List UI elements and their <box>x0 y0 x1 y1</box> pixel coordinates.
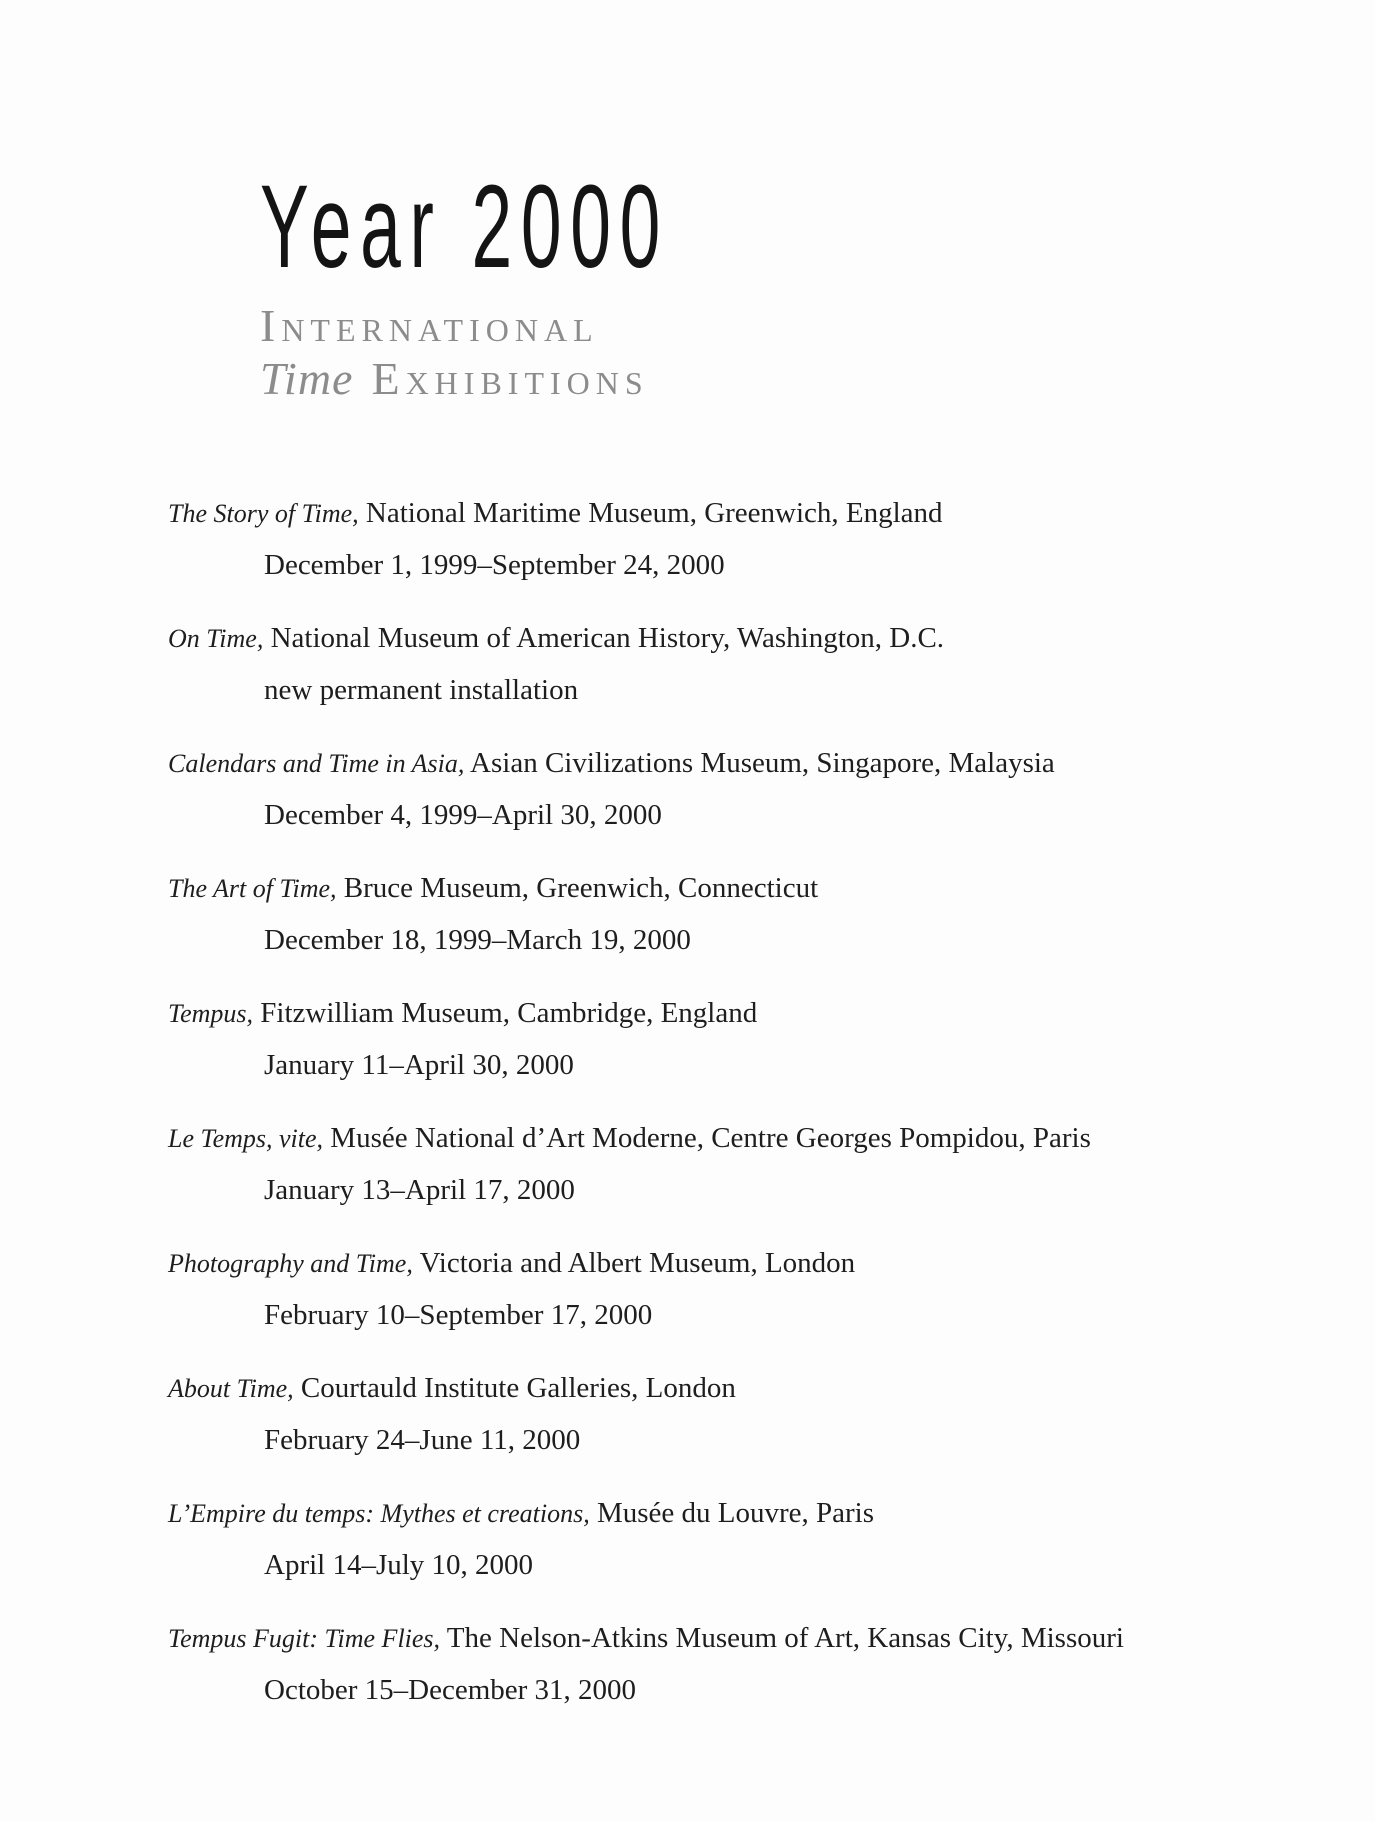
exhibition-venue: Bruce Museum, Greenwich, Connecticut <box>336 872 819 904</box>
list-item <box>168 1493 1318 1618</box>
exhibition-heading <box>168 868 1318 909</box>
exhibition-title: Calendars and Time in Asia, <box>168 749 465 778</box>
exhibition-dates: December 1, 1999–September 24, 2000 <box>264 549 725 581</box>
list-item <box>168 493 1318 618</box>
exhibition-title: About Time, <box>168 1374 294 1403</box>
exhibition-title: The Art of Time, <box>168 874 337 903</box>
exhibition-dates: December 18, 1999–March 19, 2000 <box>264 924 691 956</box>
exhibition-dates: new permanent installation <box>264 674 579 706</box>
list-item <box>168 993 1318 1118</box>
exhibition-title: Tempus, <box>168 999 254 1028</box>
subtitle-time: Time <box>260 352 354 404</box>
exhibition-venue: National Maritime Museum, Greenwich, England <box>358 497 943 529</box>
heading-block <box>260 161 960 406</box>
exhibition-heading <box>168 1243 1318 1284</box>
exhibition-heading <box>168 743 1318 784</box>
subtitle-line-1 <box>260 300 960 353</box>
exhibition-venue: Musée National d’Art Moderne, Centre Georges Pompidou, Paris <box>323 1122 1091 1154</box>
list-item <box>168 743 1318 868</box>
list-item <box>168 1118 1318 1243</box>
exhibition-venue: Courtauld Institute Galleries, London <box>293 1372 736 1404</box>
list-item <box>168 1618 1318 1743</box>
exhibition-venue: Victoria and Albert Museum, London <box>412 1247 856 1279</box>
exhibition-venue: The Nelson-Atkins Museum of Art, Kansas City, Missouri <box>440 1622 1124 1654</box>
exhibition-title: Le Temps, vite, <box>168 1124 324 1153</box>
exhibition-dates: December 4, 1999–April 30, 2000 <box>264 799 662 831</box>
exhibition-venue: Asian Civilizations Museum, Singapore, Malaysia <box>464 747 1055 779</box>
exhibition-dates: February 24–June 11, 2000 <box>264 1424 581 1456</box>
page-title: Year 2000 <box>260 161 670 293</box>
list-item <box>168 1368 1318 1493</box>
exhibition-dates: October 15–December 31, 2000 <box>264 1674 637 1706</box>
list-item <box>168 1243 1318 1368</box>
subtitle-international: International <box>260 300 599 351</box>
exhibition-heading <box>168 993 1318 1034</box>
exhibition-venue: Musée du Louvre, Paris <box>589 1497 874 1529</box>
exhibition-dates: February 10–September 17, 2000 <box>264 1299 653 1331</box>
exhibition-heading <box>168 493 1318 534</box>
exhibition-venue: National Museum of American History, Washington, D.C. <box>263 622 945 654</box>
exhibition-heading <box>168 1368 1318 1409</box>
exhibition-dates: January 11–April 30, 2000 <box>264 1049 574 1081</box>
list-item <box>168 868 1318 993</box>
exhibition-dates: April 14–July 10, 2000 <box>264 1549 534 1581</box>
exhibition-title: L’Empire du temps: Mythes et creations, <box>168 1499 590 1528</box>
exhibition-title: On Time, <box>168 624 264 653</box>
subtitle-line-2 <box>260 353 960 406</box>
exhibition-dates: January 13–April 17, 2000 <box>264 1174 575 1206</box>
exhibition-heading <box>168 1118 1318 1159</box>
exhibition-heading <box>168 1618 1318 1659</box>
exhibition-list <box>168 493 1318 1743</box>
exhibition-title: Tempus Fugit: Time Flies, <box>168 1624 441 1653</box>
exhibition-heading <box>168 1493 1318 1534</box>
list-item <box>168 618 1318 743</box>
exhibition-title: The Story of Time, <box>168 499 359 528</box>
exhibition-title: Photography and Time, <box>168 1249 413 1278</box>
exhibition-venue: Fitzwilliam Museum, Cambridge, England <box>253 997 758 1029</box>
subtitle-exhibitions: Exhibitions <box>371 352 649 404</box>
exhibition-heading <box>168 618 1318 659</box>
